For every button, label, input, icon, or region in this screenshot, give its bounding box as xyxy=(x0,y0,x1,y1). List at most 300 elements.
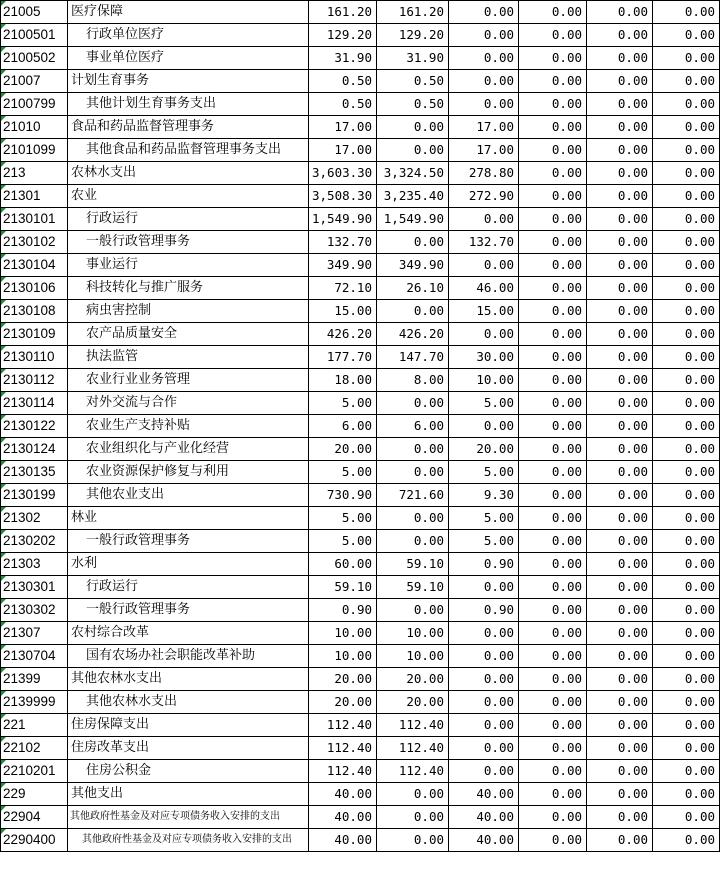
amount-cell[interactable]: 0.00 xyxy=(519,162,587,185)
amount-cell[interactable]: 147.70 xyxy=(377,346,449,369)
subject-code-cell[interactable]: 2130106 xyxy=(1,277,68,300)
amount-cell[interactable]: 0.00 xyxy=(653,691,720,714)
amount-cell[interactable]: 0.00 xyxy=(653,760,720,783)
subject-name-cell[interactable]: 行政运行 xyxy=(68,576,309,599)
amount-cell[interactable]: 0.00 xyxy=(653,346,720,369)
subject-name-cell[interactable]: 农业行业业务管理 xyxy=(68,369,309,392)
amount-cell[interactable]: 0.00 xyxy=(519,737,587,760)
subject-name-cell[interactable]: 农业组织化与产业化经营 xyxy=(68,438,309,461)
amount-cell[interactable]: 5.00 xyxy=(449,530,519,553)
amount-cell[interactable]: 0.00 xyxy=(587,116,653,139)
subject-code-cell[interactable]: 21303 xyxy=(1,553,68,576)
subject-code-cell[interactable]: 21010 xyxy=(1,116,68,139)
amount-cell[interactable]: 0.00 xyxy=(587,70,653,93)
amount-cell[interactable]: 40.00 xyxy=(309,806,377,829)
amount-cell[interactable]: 15.00 xyxy=(449,300,519,323)
amount-cell[interactable]: 0.00 xyxy=(587,24,653,47)
amount-cell[interactable]: 0.00 xyxy=(587,737,653,760)
amount-cell[interactable]: 0.00 xyxy=(519,185,587,208)
amount-cell[interactable]: 0.00 xyxy=(653,1,720,24)
amount-cell[interactable]: 0.00 xyxy=(653,231,720,254)
amount-cell[interactable]: 0.00 xyxy=(587,438,653,461)
amount-cell[interactable]: 1,549.90 xyxy=(377,208,449,231)
subject-code-cell[interactable]: 21307 xyxy=(1,622,68,645)
subject-code-cell[interactable]: 2130135 xyxy=(1,461,68,484)
amount-cell[interactable]: 0.50 xyxy=(309,93,377,116)
subject-code-cell[interactable]: 22102 xyxy=(1,737,68,760)
amount-cell[interactable]: 0.00 xyxy=(519,530,587,553)
subject-code-cell[interactable]: 2100799 xyxy=(1,93,68,116)
amount-cell[interactable]: 0.00 xyxy=(587,622,653,645)
subject-code-cell[interactable]: 22904 xyxy=(1,806,68,829)
subject-name-cell[interactable]: 一般行政管理事务 xyxy=(68,599,309,622)
amount-cell[interactable]: 0.00 xyxy=(519,1,587,24)
subject-code-cell[interactable]: 2130301 xyxy=(1,576,68,599)
amount-cell[interactable]: 0.00 xyxy=(449,323,519,346)
subject-code-cell[interactable]: 2130114 xyxy=(1,392,68,415)
amount-cell[interactable]: 59.10 xyxy=(309,576,377,599)
subject-name-cell[interactable]: 对外交流与合作 xyxy=(68,392,309,415)
amount-cell[interactable]: 0.00 xyxy=(587,806,653,829)
amount-cell[interactable]: 40.00 xyxy=(309,829,377,852)
subject-code-cell[interactable]: 2130302 xyxy=(1,599,68,622)
subject-name-cell[interactable]: 其他食品和药品监督管理事务支出 xyxy=(68,139,309,162)
amount-cell[interactable]: 0.00 xyxy=(519,208,587,231)
subject-name-cell[interactable]: 住房公积金 xyxy=(68,760,309,783)
amount-cell[interactable]: 272.90 xyxy=(449,185,519,208)
amount-cell[interactable]: 5.00 xyxy=(309,530,377,553)
amount-cell[interactable]: 10.00 xyxy=(449,369,519,392)
amount-cell[interactable]: 31.90 xyxy=(377,47,449,70)
amount-cell[interactable]: 0.00 xyxy=(519,668,587,691)
amount-cell[interactable]: 0.00 xyxy=(587,323,653,346)
amount-cell[interactable]: 0.00 xyxy=(377,806,449,829)
amount-cell[interactable]: 10.00 xyxy=(309,645,377,668)
amount-cell[interactable]: 0.00 xyxy=(519,691,587,714)
amount-cell[interactable]: 5.00 xyxy=(449,507,519,530)
amount-cell[interactable]: 730.90 xyxy=(309,484,377,507)
subject-code-cell[interactable]: 2130104 xyxy=(1,254,68,277)
amount-cell[interactable]: 0.00 xyxy=(519,760,587,783)
subject-name-cell[interactable]: 其他政府性基金及对应专项债务收入安排的支出 xyxy=(68,829,309,852)
amount-cell[interactable]: 0.00 xyxy=(519,461,587,484)
amount-cell[interactable]: 15.00 xyxy=(309,300,377,323)
amount-cell[interactable]: 0.00 xyxy=(519,300,587,323)
amount-cell[interactable]: 0.00 xyxy=(377,461,449,484)
table-row xyxy=(1,622,720,645)
amount-cell[interactable]: 0.00 xyxy=(587,668,653,691)
amount-cell[interactable]: 40.00 xyxy=(449,829,519,852)
amount-cell[interactable]: 0.00 xyxy=(519,438,587,461)
amount-cell[interactable]: 0.00 xyxy=(653,185,720,208)
subject-code-cell[interactable]: 21399 xyxy=(1,668,68,691)
amount-cell[interactable]: 5.00 xyxy=(309,507,377,530)
amount-cell[interactable]: 278.80 xyxy=(449,162,519,185)
amount-cell[interactable]: 0.00 xyxy=(587,599,653,622)
subject-name-cell[interactable]: 科技转化与推广服务 xyxy=(68,277,309,300)
amount-cell[interactable]: 0.00 xyxy=(653,599,720,622)
amount-cell[interactable]: 112.40 xyxy=(377,737,449,760)
subject-code-cell[interactable]: 2130202 xyxy=(1,530,68,553)
amount-cell[interactable]: 30.00 xyxy=(449,346,519,369)
subject-code-cell[interactable]: 2130102 xyxy=(1,231,68,254)
amount-cell[interactable]: 46.00 xyxy=(449,277,519,300)
amount-cell[interactable]: 0.00 xyxy=(653,806,720,829)
amount-cell[interactable]: 0.00 xyxy=(587,553,653,576)
amount-cell[interactable]: 20.00 xyxy=(449,438,519,461)
amount-cell[interactable]: 5.00 xyxy=(309,461,377,484)
amount-cell[interactable]: 0.00 xyxy=(377,300,449,323)
subject-name-cell[interactable]: 事业单位医疗 xyxy=(68,47,309,70)
subject-code-cell[interactable]: 2290400 xyxy=(1,829,68,852)
subject-name-cell[interactable]: 其他政府性基金及对应专项债务收入安排的支出 xyxy=(68,806,309,829)
amount-cell[interactable]: 17.00 xyxy=(309,139,377,162)
subject-name-cell[interactable]: 其他农林水支出 xyxy=(68,691,309,714)
amount-cell[interactable]: 0.00 xyxy=(519,415,587,438)
amount-cell[interactable]: 3,508.30 xyxy=(309,185,377,208)
amount-cell[interactable]: 0.00 xyxy=(449,645,519,668)
amount-cell[interactable]: 17.00 xyxy=(449,116,519,139)
amount-cell[interactable]: 0.00 xyxy=(519,806,587,829)
amount-cell[interactable]: 0.50 xyxy=(377,70,449,93)
amount-cell[interactable]: 0.00 xyxy=(587,162,653,185)
subject-code-cell[interactable]: 229 xyxy=(1,783,68,806)
amount-cell[interactable]: 60.00 xyxy=(309,553,377,576)
amount-cell[interactable]: 0.00 xyxy=(587,714,653,737)
amount-cell[interactable]: 0.00 xyxy=(449,760,519,783)
subject-name-cell[interactable]: 事业运行 xyxy=(68,254,309,277)
amount-cell[interactable]: 20.00 xyxy=(309,438,377,461)
amount-cell[interactable]: 0.00 xyxy=(653,668,720,691)
subject-code-cell[interactable]: 2130199 xyxy=(1,484,68,507)
amount-cell[interactable]: 0.00 xyxy=(587,461,653,484)
subject-name-cell[interactable]: 执法监管 xyxy=(68,346,309,369)
amount-cell[interactable]: 9.30 xyxy=(449,484,519,507)
amount-cell[interactable]: 0.00 xyxy=(653,622,720,645)
subject-code-cell[interactable]: 2130109 xyxy=(1,323,68,346)
amount-cell[interactable]: 0.00 xyxy=(587,300,653,323)
amount-cell[interactable]: 3,324.50 xyxy=(377,162,449,185)
amount-cell[interactable]: 0.00 xyxy=(653,714,720,737)
subject-name-cell[interactable]: 住房改革支出 xyxy=(68,737,309,760)
amount-cell[interactable]: 1,549.90 xyxy=(309,208,377,231)
amount-cell[interactable]: 20.00 xyxy=(309,691,377,714)
amount-cell[interactable]: 349.90 xyxy=(309,254,377,277)
subject-code-cell[interactable]: 2100502 xyxy=(1,47,68,70)
amount-cell[interactable]: 0.00 xyxy=(519,116,587,139)
amount-cell[interactable]: 0.00 xyxy=(377,530,449,553)
amount-cell[interactable]: 20.00 xyxy=(377,691,449,714)
amount-cell[interactable]: 0.00 xyxy=(587,530,653,553)
subject-name-cell[interactable]: 食品和药品监督管理事务 xyxy=(68,116,309,139)
amount-cell[interactable]: 0.00 xyxy=(653,484,720,507)
subject-code-cell[interactable]: 21302 xyxy=(1,507,68,530)
amount-cell[interactable]: 0.00 xyxy=(653,461,720,484)
amount-cell[interactable]: 0.00 xyxy=(587,208,653,231)
amount-cell[interactable]: 0.00 xyxy=(653,70,720,93)
amount-cell[interactable]: 17.00 xyxy=(449,139,519,162)
subject-name-cell[interactable]: 行政单位医疗 xyxy=(68,24,309,47)
amount-cell[interactable]: 72.10 xyxy=(309,277,377,300)
amount-cell[interactable]: 5.00 xyxy=(449,392,519,415)
amount-cell[interactable]: 0.00 xyxy=(449,576,519,599)
amount-cell[interactable]: 0.00 xyxy=(519,507,587,530)
amount-cell[interactable]: 0.00 xyxy=(519,93,587,116)
subject-code-cell[interactable]: 2210201 xyxy=(1,760,68,783)
amount-cell[interactable]: 0.00 xyxy=(587,415,653,438)
amount-cell[interactable]: 112.40 xyxy=(377,760,449,783)
amount-cell[interactable]: 177.70 xyxy=(309,346,377,369)
amount-cell[interactable]: 0.00 xyxy=(519,346,587,369)
amount-cell[interactable]: 0.00 xyxy=(653,254,720,277)
amount-cell[interactable]: 0.00 xyxy=(377,116,449,139)
amount-cell[interactable]: 0.00 xyxy=(653,47,720,70)
amount-cell[interactable]: 0.00 xyxy=(653,24,720,47)
amount-cell[interactable]: 0.00 xyxy=(519,277,587,300)
subject-name-cell[interactable]: 行政运行 xyxy=(68,208,309,231)
subject-name-cell[interactable]: 农村综合改革 xyxy=(68,622,309,645)
amount-cell[interactable]: 0.00 xyxy=(653,93,720,116)
amount-cell[interactable]: 6.00 xyxy=(377,415,449,438)
subject-code-cell[interactable]: 213 xyxy=(1,162,68,185)
amount-cell[interactable]: 6.00 xyxy=(309,415,377,438)
subject-name-cell[interactable]: 其他计划生育事务支出 xyxy=(68,93,309,116)
amount-cell[interactable]: 132.70 xyxy=(309,231,377,254)
amount-cell[interactable]: 161.20 xyxy=(309,1,377,24)
amount-cell[interactable]: 0.00 xyxy=(519,24,587,47)
amount-cell[interactable]: 0.00 xyxy=(653,507,720,530)
amount-cell[interactable]: 129.20 xyxy=(377,24,449,47)
amount-cell[interactable]: 0.00 xyxy=(653,323,720,346)
subject-name-cell[interactable]: 医疗保障 xyxy=(68,1,309,24)
amount-cell[interactable]: 0.00 xyxy=(377,438,449,461)
subject-name-cell[interactable]: 病虫害控制 xyxy=(68,300,309,323)
amount-cell[interactable]: 0.00 xyxy=(519,599,587,622)
amount-cell[interactable]: 0.00 xyxy=(653,783,720,806)
amount-cell[interactable]: 0.00 xyxy=(587,185,653,208)
subject-name-cell[interactable]: 住房保障支出 xyxy=(68,714,309,737)
amount-cell[interactable]: 112.40 xyxy=(309,737,377,760)
amount-cell[interactable]: 0.00 xyxy=(449,254,519,277)
amount-cell[interactable]: 10.00 xyxy=(377,645,449,668)
amount-cell[interactable]: 0.00 xyxy=(587,254,653,277)
amount-cell[interactable]: 0.00 xyxy=(653,392,720,415)
amount-cell[interactable]: 0.00 xyxy=(587,346,653,369)
amount-cell[interactable]: 0.00 xyxy=(519,576,587,599)
amount-cell[interactable]: 0.00 xyxy=(653,645,720,668)
amount-cell[interactable]: 0.00 xyxy=(449,24,519,47)
amount-cell[interactable]: 0.90 xyxy=(309,599,377,622)
subject-name-cell[interactable]: 农产品质量安全 xyxy=(68,323,309,346)
amount-cell[interactable]: 5.00 xyxy=(309,392,377,415)
amount-cell[interactable]: 0.00 xyxy=(653,576,720,599)
amount-cell[interactable]: 0.00 xyxy=(519,369,587,392)
subject-name-cell[interactable]: 一般行政管理事务 xyxy=(68,530,309,553)
amount-cell[interactable]: 0.00 xyxy=(653,553,720,576)
amount-cell[interactable]: 0.00 xyxy=(653,438,720,461)
amount-cell[interactable]: 0.00 xyxy=(519,47,587,70)
subject-name-cell[interactable]: 其他农业支出 xyxy=(68,484,309,507)
amount-cell[interactable]: 0.00 xyxy=(449,737,519,760)
amount-cell[interactable]: 0.00 xyxy=(587,231,653,254)
subject-name-cell[interactable]: 水利 xyxy=(68,553,309,576)
amount-cell[interactable]: 0.00 xyxy=(587,392,653,415)
subject-name-cell[interactable]: 其他支出 xyxy=(68,783,309,806)
amount-cell[interactable]: 0.00 xyxy=(519,392,587,415)
subject-name-cell[interactable]: 国有农场办社会职能改革补助 xyxy=(68,645,309,668)
amount-cell[interactable]: 0.00 xyxy=(449,208,519,231)
subject-code-cell[interactable]: 21301 xyxy=(1,185,68,208)
amount-cell[interactable]: 0.90 xyxy=(449,553,519,576)
amount-cell[interactable]: 0.00 xyxy=(587,691,653,714)
amount-cell[interactable]: 0.00 xyxy=(653,829,720,852)
amount-cell[interactable]: 0.00 xyxy=(653,530,720,553)
amount-cell[interactable]: 0.00 xyxy=(449,622,519,645)
amount-cell[interactable]: 0.00 xyxy=(587,277,653,300)
amount-cell[interactable]: 0.00 xyxy=(449,691,519,714)
amount-cell[interactable]: 26.10 xyxy=(377,277,449,300)
amount-cell[interactable]: 349.90 xyxy=(377,254,449,277)
amount-cell[interactable]: 0.00 xyxy=(587,783,653,806)
amount-cell[interactable]: 0.00 xyxy=(377,599,449,622)
amount-cell[interactable]: 0.00 xyxy=(519,622,587,645)
amount-cell[interactable]: 426.20 xyxy=(377,323,449,346)
amount-cell[interactable]: 40.00 xyxy=(449,783,519,806)
amount-cell[interactable]: 0.00 xyxy=(587,47,653,70)
amount-cell[interactable]: 0.00 xyxy=(377,392,449,415)
amount-cell[interactable]: 0.00 xyxy=(449,415,519,438)
amount-cell[interactable]: 0.00 xyxy=(519,829,587,852)
amount-cell[interactable]: 40.00 xyxy=(449,806,519,829)
amount-cell[interactable]: 0.00 xyxy=(653,139,720,162)
subject-name-cell[interactable]: 其他农林水支出 xyxy=(68,668,309,691)
amount-cell[interactable]: 0.00 xyxy=(587,139,653,162)
amount-cell[interactable]: 0.00 xyxy=(653,162,720,185)
amount-cell[interactable]: 0.00 xyxy=(377,231,449,254)
table-row xyxy=(1,162,720,185)
amount-cell[interactable]: 112.40 xyxy=(377,714,449,737)
amount-cell[interactable]: 0.00 xyxy=(653,737,720,760)
table-row xyxy=(1,185,720,208)
subject-code-cell[interactable]: 2101099 xyxy=(1,139,68,162)
amount-cell[interactable]: 0.50 xyxy=(309,70,377,93)
amount-cell[interactable]: 0.00 xyxy=(519,484,587,507)
amount-cell[interactable]: 0.00 xyxy=(449,47,519,70)
amount-cell[interactable]: 20.00 xyxy=(309,668,377,691)
amount-cell[interactable]: 0.00 xyxy=(449,70,519,93)
amount-cell[interactable]: 132.70 xyxy=(449,231,519,254)
amount-cell[interactable]: 5.00 xyxy=(449,461,519,484)
amount-cell[interactable]: 0.00 xyxy=(519,714,587,737)
amount-cell[interactable]: 0.00 xyxy=(653,369,720,392)
amount-cell[interactable]: 0.00 xyxy=(587,576,653,599)
subject-name-cell[interactable]: 农业生产支持补贴 xyxy=(68,415,309,438)
amount-cell[interactable]: 0.00 xyxy=(519,139,587,162)
subject-code-cell[interactable]: 2139999 xyxy=(1,691,68,714)
subject-name-cell[interactable]: 计划生育事务 xyxy=(68,70,309,93)
amount-cell[interactable]: 426.20 xyxy=(309,323,377,346)
subject-name-cell[interactable]: 一般行政管理事务 xyxy=(68,231,309,254)
amount-cell[interactable]: 0.00 xyxy=(587,829,653,852)
amount-cell[interactable]: 0.00 xyxy=(519,323,587,346)
amount-cell[interactable]: 112.40 xyxy=(309,714,377,737)
amount-cell[interactable]: 0.00 xyxy=(377,139,449,162)
amount-cell[interactable]: 0.50 xyxy=(377,93,449,116)
amount-cell[interactable]: 721.60 xyxy=(377,484,449,507)
amount-cell[interactable]: 0.00 xyxy=(519,553,587,576)
subject-code-cell[interactable]: 2130704 xyxy=(1,645,68,668)
subject-code-cell[interactable]: 2130122 xyxy=(1,415,68,438)
amount-cell[interactable]: 0.00 xyxy=(519,783,587,806)
amount-cell[interactable]: 0.00 xyxy=(587,1,653,24)
subject-code-cell[interactable]: 221 xyxy=(1,714,68,737)
amount-cell[interactable]: 0.00 xyxy=(377,829,449,852)
amount-cell[interactable]: 129.20 xyxy=(309,24,377,47)
amount-cell[interactable]: 0.00 xyxy=(587,484,653,507)
amount-cell[interactable]: 0.00 xyxy=(653,415,720,438)
table-row xyxy=(1,737,720,760)
amount-cell[interactable]: 0.00 xyxy=(519,645,587,668)
subject-name-cell[interactable]: 农业资源保护修复与利用 xyxy=(68,461,309,484)
amount-cell[interactable]: 0.00 xyxy=(449,1,519,24)
subject-code-cell[interactable]: 2130124 xyxy=(1,438,68,461)
subject-code-cell[interactable]: 2100501 xyxy=(1,24,68,47)
amount-cell[interactable]: 8.00 xyxy=(377,369,449,392)
amount-cell[interactable]: 3,235.40 xyxy=(377,185,449,208)
amount-cell[interactable]: 0.00 xyxy=(519,231,587,254)
amount-cell[interactable]: 18.00 xyxy=(309,369,377,392)
amount-cell[interactable]: 31.90 xyxy=(309,47,377,70)
amount-cell[interactable]: 20.00 xyxy=(377,668,449,691)
subject-name-cell[interactable]: 林业 xyxy=(68,507,309,530)
amount-cell[interactable]: 59.10 xyxy=(377,553,449,576)
subject-code-cell[interactable]: 21007 xyxy=(1,70,68,93)
subject-code-cell[interactable]: 2130101 xyxy=(1,208,68,231)
amount-cell[interactable]: 10.00 xyxy=(309,622,377,645)
amount-cell[interactable]: 0.00 xyxy=(519,254,587,277)
amount-cell[interactable]: 0.00 xyxy=(587,645,653,668)
amount-cell[interactable]: 0.00 xyxy=(653,208,720,231)
amount-cell[interactable]: 0.00 xyxy=(587,93,653,116)
amount-cell[interactable]: 0.00 xyxy=(653,116,720,139)
amount-cell[interactable]: 0.00 xyxy=(587,760,653,783)
amount-cell[interactable]: 0.00 xyxy=(449,714,519,737)
amount-cell[interactable]: 0.00 xyxy=(653,277,720,300)
amount-cell[interactable]: 59.10 xyxy=(377,576,449,599)
amount-cell[interactable]: 161.20 xyxy=(377,1,449,24)
subject-code-cell[interactable]: 2130108 xyxy=(1,300,68,323)
amount-cell[interactable]: 0.00 xyxy=(519,70,587,93)
amount-cell[interactable]: 10.00 xyxy=(377,622,449,645)
subject-code-cell[interactable]: 2130110 xyxy=(1,346,68,369)
subject-code-cell[interactable]: 21005 xyxy=(1,1,68,24)
amount-cell[interactable]: 0.00 xyxy=(377,783,449,806)
amount-cell[interactable]: 0.00 xyxy=(449,668,519,691)
amount-cell[interactable]: 17.00 xyxy=(309,116,377,139)
subject-name-cell[interactable]: 农业 xyxy=(68,185,309,208)
amount-cell[interactable]: 3,603.30 xyxy=(309,162,377,185)
subject-name-cell[interactable]: 农林水支出 xyxy=(68,162,309,185)
amount-cell[interactable]: 0.00 xyxy=(653,300,720,323)
amount-cell[interactable]: 0.00 xyxy=(377,507,449,530)
amount-cell[interactable]: 112.40 xyxy=(309,760,377,783)
amount-cell[interactable]: 0.90 xyxy=(449,599,519,622)
amount-cell[interactable]: 0.00 xyxy=(587,507,653,530)
amount-cell[interactable]: 0.00 xyxy=(587,369,653,392)
amount-cell[interactable]: 40.00 xyxy=(309,783,377,806)
amount-cell[interactable]: 0.00 xyxy=(449,93,519,116)
subject-code-cell[interactable]: 2130112 xyxy=(1,369,68,392)
